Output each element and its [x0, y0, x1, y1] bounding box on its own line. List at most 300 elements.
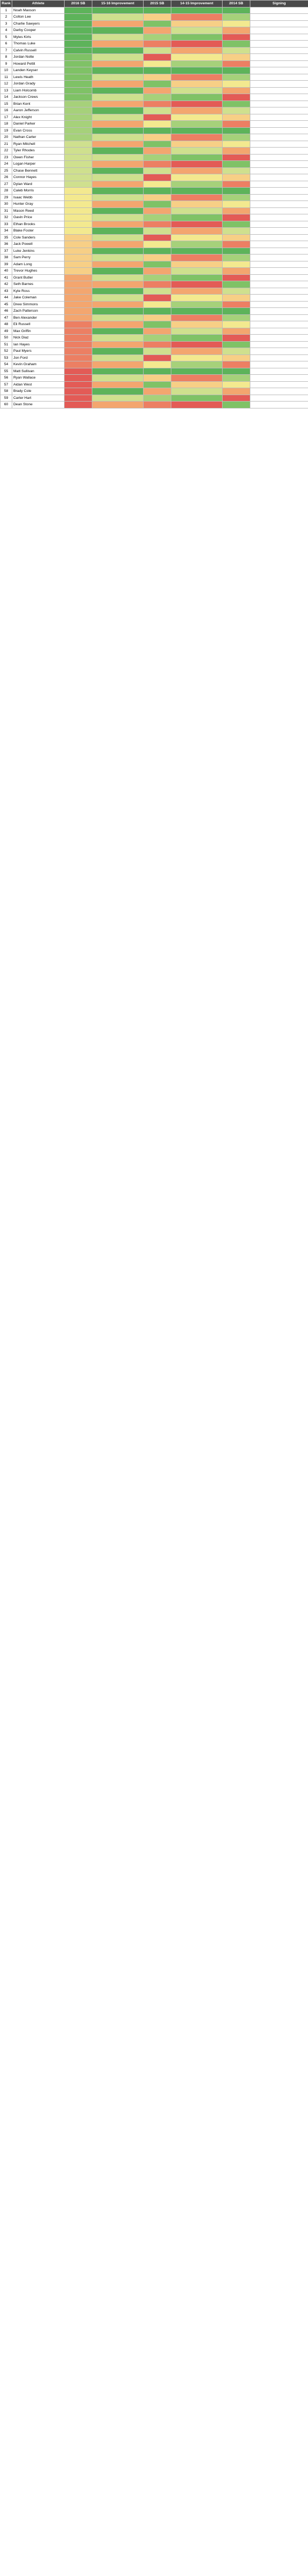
table-row: [1, 127, 308, 134]
sb-2014-cell: [223, 388, 250, 395]
rank-cell: 41: [1, 274, 12, 281]
sb-2015-cell: [144, 281, 171, 288]
sb-2015-cell: [144, 194, 171, 201]
signing-cell: [250, 288, 308, 295]
improvement-14-15-cell: [171, 395, 223, 402]
athlete-name-cell[interactable]: Gavin Price: [12, 214, 65, 221]
improvement-14-15-cell: [171, 34, 223, 41]
rank-cell: 19: [1, 127, 12, 134]
sb-2014-cell: [223, 335, 250, 342]
sb-2015-cell: [144, 402, 171, 408]
table-row: [1, 134, 308, 141]
improvement-14-15-cell: [171, 335, 223, 342]
rank-cell: 31: [1, 207, 12, 214]
rank-cell: 53: [1, 354, 12, 361]
sb-2014-cell: [223, 201, 250, 208]
table-row: [1, 114, 308, 121]
improvement-15-16-cell: [92, 402, 144, 408]
sb-2016-cell: [65, 388, 92, 395]
sb-2014-cell: [223, 134, 250, 141]
sb-2016-cell: [65, 234, 92, 241]
rank-cell: 49: [1, 328, 12, 335]
sb-2014-cell: [223, 288, 250, 295]
athlete-name-cell[interactable]: Jordan Grady: [12, 81, 65, 88]
sb-2014-cell: [223, 154, 250, 161]
sb-2015-cell: [144, 54, 171, 61]
signing-cell: [250, 207, 308, 214]
signing-cell: [250, 127, 308, 134]
sb-2015-cell: [144, 381, 171, 388]
rank-cell: 17: [1, 114, 12, 121]
athlete-name-cell[interactable]: Connor Hayes: [12, 174, 65, 181]
rank-cell: 16: [1, 107, 12, 114]
improvement-14-15-cell: [171, 154, 223, 161]
athlete-name-cell[interactable]: Carter Hart: [12, 395, 65, 402]
improvement-14-15-cell: [171, 41, 223, 48]
athlete-name-cell[interactable]: Chase Bennett: [12, 167, 65, 174]
improvement-15-16-cell: [92, 234, 144, 241]
sb-2015-cell: [144, 27, 171, 34]
athlete-name-cell[interactable]: Jordan Nolte: [12, 54, 65, 61]
improvement-15-16-cell: [92, 20, 144, 27]
improvement-15-16-cell: [92, 341, 144, 348]
signing-cell: [250, 67, 308, 74]
rank-cell: 29: [1, 194, 12, 201]
sb-2015-cell: [144, 41, 171, 48]
improvement-15-16-cell: [92, 201, 144, 208]
table-row: [1, 121, 308, 128]
improvement-14-15-cell: [171, 261, 223, 268]
athlete-name-cell[interactable]: Aidan West: [12, 381, 65, 388]
athlete-name-cell[interactable]: Isaac Webb: [12, 194, 65, 201]
table-row: [1, 301, 308, 308]
signing-cell: [250, 274, 308, 281]
table-row: [1, 321, 308, 328]
rank-cell: 60: [1, 402, 12, 408]
athlete-name-cell[interactable]: Calvin Russell: [12, 47, 65, 54]
improvement-14-15-cell: [171, 295, 223, 302]
improvement-15-16-cell: [92, 14, 144, 21]
athlete-name-cell[interactable]: Owen Fisher: [12, 154, 65, 161]
athlete-name-cell[interactable]: Ben Alexander: [12, 314, 65, 321]
improvement-15-16-cell: [92, 67, 144, 74]
athlete-name-cell[interactable]: Luke Jenkins: [12, 248, 65, 254]
sb-2015-cell: [144, 234, 171, 241]
signing-cell: [250, 81, 308, 88]
sb-2014-cell: [223, 148, 250, 155]
sb-2014-cell: [223, 60, 250, 67]
improvement-15-16-cell: [92, 221, 144, 228]
table-row: [1, 174, 308, 181]
improvement-15-16-cell: [92, 167, 144, 174]
athlete-name-cell[interactable]: Trevor Hughes: [12, 268, 65, 275]
improvement-14-15-cell: [171, 248, 223, 254]
signing-cell: [250, 114, 308, 121]
athlete-name-cell[interactable]: Drew Simmons: [12, 301, 65, 308]
rank-cell: 4: [1, 27, 12, 34]
improvement-14-15-cell: [171, 148, 223, 155]
improvement-15-16-cell: [92, 388, 144, 395]
athlete-name-cell[interactable]: Eli Russell: [12, 321, 65, 328]
sb-2015-cell: [144, 328, 171, 335]
athlete-name-cell[interactable]: Paul Myers: [12, 348, 65, 355]
improvement-15-16-cell: [92, 41, 144, 48]
table-row: [1, 241, 308, 248]
athlete-name-cell[interactable]: Dean Stone: [12, 402, 65, 408]
improvement-14-15-cell: [171, 94, 223, 101]
athlete-name-cell[interactable]: Brian Kent: [12, 101, 65, 107]
sb-2015-cell: [144, 101, 171, 107]
sb-2016-cell: [65, 94, 92, 101]
improvement-15-16-cell: [92, 194, 144, 201]
sb-2014-cell: [223, 341, 250, 348]
sb-2015-cell: [144, 341, 171, 348]
sb-2016-cell: [65, 241, 92, 248]
signing-cell: [250, 161, 308, 168]
signing-cell: [250, 54, 308, 61]
sb-2014-cell: [223, 67, 250, 74]
athlete-name-cell[interactable]: Jon Ford: [12, 354, 65, 361]
table-row: [1, 234, 308, 241]
athlete-name-cell[interactable]: Jackson Crews: [12, 94, 65, 101]
athlete-name-cell[interactable]: Logan Harper: [12, 161, 65, 168]
improvement-15-16-cell: [92, 268, 144, 275]
sb-2014-cell: [223, 274, 250, 281]
sb-2015-cell: [144, 121, 171, 128]
athlete-name-cell[interactable]: Ryan Mitchell: [12, 141, 65, 148]
table-row: [1, 268, 308, 275]
sb-2016-cell: [65, 121, 92, 128]
sb-2016-cell: [65, 228, 92, 235]
sb-2014-cell: [223, 87, 250, 94]
sb-2016-cell: [65, 207, 92, 214]
table-row: [1, 221, 308, 228]
sb-2015-cell: [144, 188, 171, 195]
sb-2014-cell: [223, 301, 250, 308]
athlete-name-cell[interactable]: Grant Butler: [12, 274, 65, 281]
sb-2015-cell: [144, 321, 171, 328]
improvement-15-16-cell: [92, 368, 144, 375]
rank-cell: 12: [1, 81, 12, 88]
sb-2016-cell: [65, 288, 92, 295]
sb-2015-cell: [144, 308, 171, 315]
athlete-name-cell[interactable]: Aaron Jefferson: [12, 107, 65, 114]
col-header-athlete[interactable]: Athlete: [12, 1, 65, 7]
athlete-name-cell[interactable]: Ian Hayes: [12, 341, 65, 348]
sb-2016-cell: [65, 368, 92, 375]
improvement-15-16-cell: [92, 308, 144, 315]
improvement-15-16-cell: [92, 381, 144, 388]
rank-cell: 13: [1, 87, 12, 94]
table-row: [1, 395, 308, 402]
athlete-name-cell[interactable]: Jack Powell: [12, 241, 65, 248]
improvement-14-15-cell: [171, 101, 223, 107]
athlete-name-cell[interactable]: Matt Sullivan: [12, 368, 65, 375]
athlete-name-cell[interactable]: Max Griffin: [12, 328, 65, 335]
sb-2014-cell: [223, 361, 250, 368]
table-row: [1, 228, 308, 235]
sb-2014-cell: [223, 167, 250, 174]
sb-2014-cell: [223, 248, 250, 254]
table-row: [1, 47, 308, 54]
sb-2016-cell: [65, 74, 92, 81]
sb-2015-cell: [144, 94, 171, 101]
athlete-name-cell[interactable]: Blake Foster: [12, 228, 65, 235]
sb-2015-cell: [144, 348, 171, 355]
rank-cell: 23: [1, 154, 12, 161]
signing-cell: [250, 254, 308, 261]
athlete-name-cell[interactable]: Dylan Ward: [12, 181, 65, 188]
athlete-name-cell[interactable]: Kevin Graham: [12, 361, 65, 368]
athlete-name-cell[interactable]: Colton Lee: [12, 14, 65, 21]
signing-cell: [250, 74, 308, 81]
rank-cell: 42: [1, 281, 12, 288]
improvement-14-15-cell: [171, 14, 223, 21]
ranking-table: [0, 0, 308, 408]
sb-2016-cell: [65, 375, 92, 382]
sb-2016-cell: [65, 201, 92, 208]
table-row: [1, 207, 308, 214]
sb-2014-cell: [223, 81, 250, 88]
rank-cell: 15: [1, 101, 12, 107]
improvement-14-15-cell: [171, 7, 223, 14]
athlete-name-cell[interactable]: Nathan Carter: [12, 134, 65, 141]
sb-2015-cell: [144, 314, 171, 321]
table-row: [1, 194, 308, 201]
improvement-15-16-cell: [92, 101, 144, 107]
athlete-name-cell[interactable]: Mason Reed: [12, 207, 65, 214]
col-header-14-15-improvement[interactable]: 14-15 Improvement: [171, 1, 223, 7]
signing-cell: [250, 261, 308, 268]
table-row: [1, 381, 308, 388]
rank-cell: 57: [1, 381, 12, 388]
improvement-15-16-cell: [92, 87, 144, 94]
sb-2015-cell: [144, 241, 171, 248]
athlete-name-cell[interactable]: Sam Perry: [12, 254, 65, 261]
athlete-name-cell[interactable]: Landen Keyser: [12, 67, 65, 74]
improvement-14-15-cell: [171, 167, 223, 174]
rank-cell: 2: [1, 14, 12, 21]
athlete-name-cell[interactable]: Ryan Wallace: [12, 375, 65, 382]
sb-2015-cell: [144, 354, 171, 361]
sb-2016-cell: [65, 41, 92, 48]
sb-2016-cell: [65, 7, 92, 14]
athlete-name-cell[interactable]: Charlie Sawyers: [12, 20, 65, 27]
improvement-14-15-cell: [171, 301, 223, 308]
sb-2016-cell: [65, 381, 92, 388]
athlete-name-cell[interactable]: Ethan Brooks: [12, 221, 65, 228]
sb-2015-cell: [144, 301, 171, 308]
table-row: [1, 402, 308, 408]
athlete-name-cell[interactable]: Seth Barnes: [12, 281, 65, 288]
athlete-name-cell[interactable]: Liam Holcomb: [12, 87, 65, 94]
table-row: [1, 27, 308, 34]
table-row: [1, 54, 308, 61]
sb-2015-cell: [144, 154, 171, 161]
sb-2014-cell: [223, 114, 250, 121]
sb-2016-cell: [65, 154, 92, 161]
improvement-14-15-cell: [171, 314, 223, 321]
table-row: [1, 167, 308, 174]
col-header-2015-sb[interactable]: 2015 SB: [144, 1, 171, 7]
sb-2014-cell: [223, 74, 250, 81]
sb-2016-cell: [65, 87, 92, 94]
sb-2014-cell: [223, 241, 250, 248]
athlete-name-cell[interactable]: Hunter Gray: [12, 201, 65, 208]
signing-cell: [250, 375, 308, 382]
improvement-14-15-cell: [171, 81, 223, 88]
athlete-name-cell[interactable]: Howard Pettit: [12, 60, 65, 67]
rank-cell: 6: [1, 41, 12, 48]
table-row: [1, 314, 308, 321]
sb-2016-cell: [65, 54, 92, 61]
sb-2016-cell: [65, 14, 92, 21]
sb-2014-cell: [223, 20, 250, 27]
improvement-15-16-cell: [92, 214, 144, 221]
athlete-name-cell[interactable]: Brady Cole: [12, 388, 65, 395]
sb-2014-cell: [223, 94, 250, 101]
rank-cell: 56: [1, 375, 12, 382]
athlete-name-cell[interactable]: Thomas Luke: [12, 41, 65, 48]
sb-2015-cell: [144, 268, 171, 275]
athlete-name-cell[interactable]: Daniel Parker: [12, 121, 65, 128]
rank-cell: 58: [1, 388, 12, 395]
sb-2014-cell: [223, 107, 250, 114]
sb-2016-cell: [65, 148, 92, 155]
signing-cell: [250, 295, 308, 302]
sb-2014-cell: [223, 7, 250, 14]
col-header-2014-sb[interactable]: 2014 SB: [223, 1, 250, 7]
sb-2016-cell: [65, 261, 92, 268]
athlete-name-cell[interactable]: Jake Coleman: [12, 295, 65, 302]
rank-cell: 9: [1, 60, 12, 67]
athlete-name-cell[interactable]: Noah Maxson: [12, 7, 65, 14]
improvement-15-16-cell: [92, 328, 144, 335]
rank-cell: 3: [1, 20, 12, 27]
signing-cell: [250, 94, 308, 101]
table-row: [1, 181, 308, 188]
improvement-15-16-cell: [92, 60, 144, 67]
sb-2016-cell: [65, 60, 92, 67]
signing-cell: [250, 148, 308, 155]
col-header-15-16-improvement[interactable]: 15-16 Improvement: [92, 1, 144, 7]
rank-cell: 8: [1, 54, 12, 61]
sb-2015-cell: [144, 167, 171, 174]
signing-cell: [250, 107, 308, 114]
rank-cell: 35: [1, 234, 12, 241]
athlete-name-cell[interactable]: Cole Sanders: [12, 234, 65, 241]
rank-cell: 5: [1, 34, 12, 41]
sb-2016-cell: [65, 314, 92, 321]
athlete-name-cell[interactable]: Tyler Rhodes: [12, 148, 65, 155]
table-row: [1, 60, 308, 67]
sb-2015-cell: [144, 361, 171, 368]
improvement-14-15-cell: [171, 181, 223, 188]
improvement-15-16-cell: [92, 301, 144, 308]
improvement-14-15-cell: [171, 121, 223, 128]
sb-2015-cell: [144, 14, 171, 21]
rank-cell: 52: [1, 348, 12, 355]
signing-cell: [250, 354, 308, 361]
sb-2014-cell: [223, 354, 250, 361]
sb-2016-cell: [65, 341, 92, 348]
rank-cell: 14: [1, 94, 12, 101]
athlete-name-cell[interactable]: Zach Patterson: [12, 308, 65, 315]
athlete-name-cell[interactable]: Adam Long: [12, 261, 65, 268]
sb-2015-cell: [144, 127, 171, 134]
athlete-name-cell[interactable]: Caleb Morris: [12, 188, 65, 195]
signing-cell: [250, 7, 308, 14]
sb-2014-cell: [223, 194, 250, 201]
athlete-name-cell[interactable]: Alex Knight: [12, 114, 65, 121]
signing-cell: [250, 361, 308, 368]
sb-2016-cell: [65, 361, 92, 368]
table-row: [1, 67, 308, 74]
sb-2016-cell: [65, 67, 92, 74]
table-row: [1, 101, 308, 107]
improvement-14-15-cell: [171, 328, 223, 335]
improvement-14-15-cell: [171, 67, 223, 74]
athlete-name-cell[interactable]: Darby Cooper: [12, 27, 65, 34]
improvement-14-15-cell: [171, 114, 223, 121]
improvement-14-15-cell: [171, 188, 223, 195]
athlete-name-cell[interactable]: Myles Kirts: [12, 34, 65, 41]
athlete-name-cell[interactable]: Nick Diaz: [12, 335, 65, 342]
improvement-15-16-cell: [92, 181, 144, 188]
sb-2014-cell: [223, 368, 250, 375]
signing-cell: [250, 181, 308, 188]
athlete-name-cell[interactable]: Kyle Ross: [12, 288, 65, 295]
athlete-name-cell[interactable]: Lewis Heath: [12, 74, 65, 81]
table-row: [1, 361, 308, 368]
rank-cell: 21: [1, 141, 12, 148]
table-row: [1, 335, 308, 342]
improvement-15-16-cell: [92, 321, 144, 328]
improvement-14-15-cell: [171, 381, 223, 388]
sb-2015-cell: [144, 228, 171, 235]
table-row: [1, 148, 308, 155]
sb-2014-cell: [223, 268, 250, 275]
sb-2014-cell: [223, 234, 250, 241]
improvement-15-16-cell: [92, 188, 144, 195]
sb-2015-cell: [144, 388, 171, 395]
improvement-14-15-cell: [171, 54, 223, 61]
table-row: [1, 248, 308, 254]
rank-cell: 50: [1, 335, 12, 342]
sb-2016-cell: [65, 114, 92, 121]
table-row: [1, 41, 308, 48]
signing-cell: [250, 134, 308, 141]
improvement-14-15-cell: [171, 234, 223, 241]
sb-2016-cell: [65, 395, 92, 402]
sb-2016-cell: [65, 348, 92, 355]
sb-2014-cell: [223, 47, 250, 54]
rank-cell: 46: [1, 308, 12, 315]
athlete-name-cell[interactable]: Evan Cross: [12, 127, 65, 134]
signing-cell: [250, 60, 308, 67]
improvement-15-16-cell: [92, 395, 144, 402]
improvement-15-16-cell: [92, 114, 144, 121]
signing-cell: [250, 335, 308, 342]
col-header-2016-sb[interactable]: 2016 SB: [65, 1, 92, 7]
signing-cell: [250, 214, 308, 221]
rank-cell: 25: [1, 167, 12, 174]
sb-2014-cell: [223, 27, 250, 34]
rank-cell: 51: [1, 341, 12, 348]
col-header-signing[interactable]: Signing: [250, 1, 308, 7]
improvement-14-15-cell: [171, 321, 223, 328]
col-header-rank[interactable]: Rank: [1, 1, 12, 7]
